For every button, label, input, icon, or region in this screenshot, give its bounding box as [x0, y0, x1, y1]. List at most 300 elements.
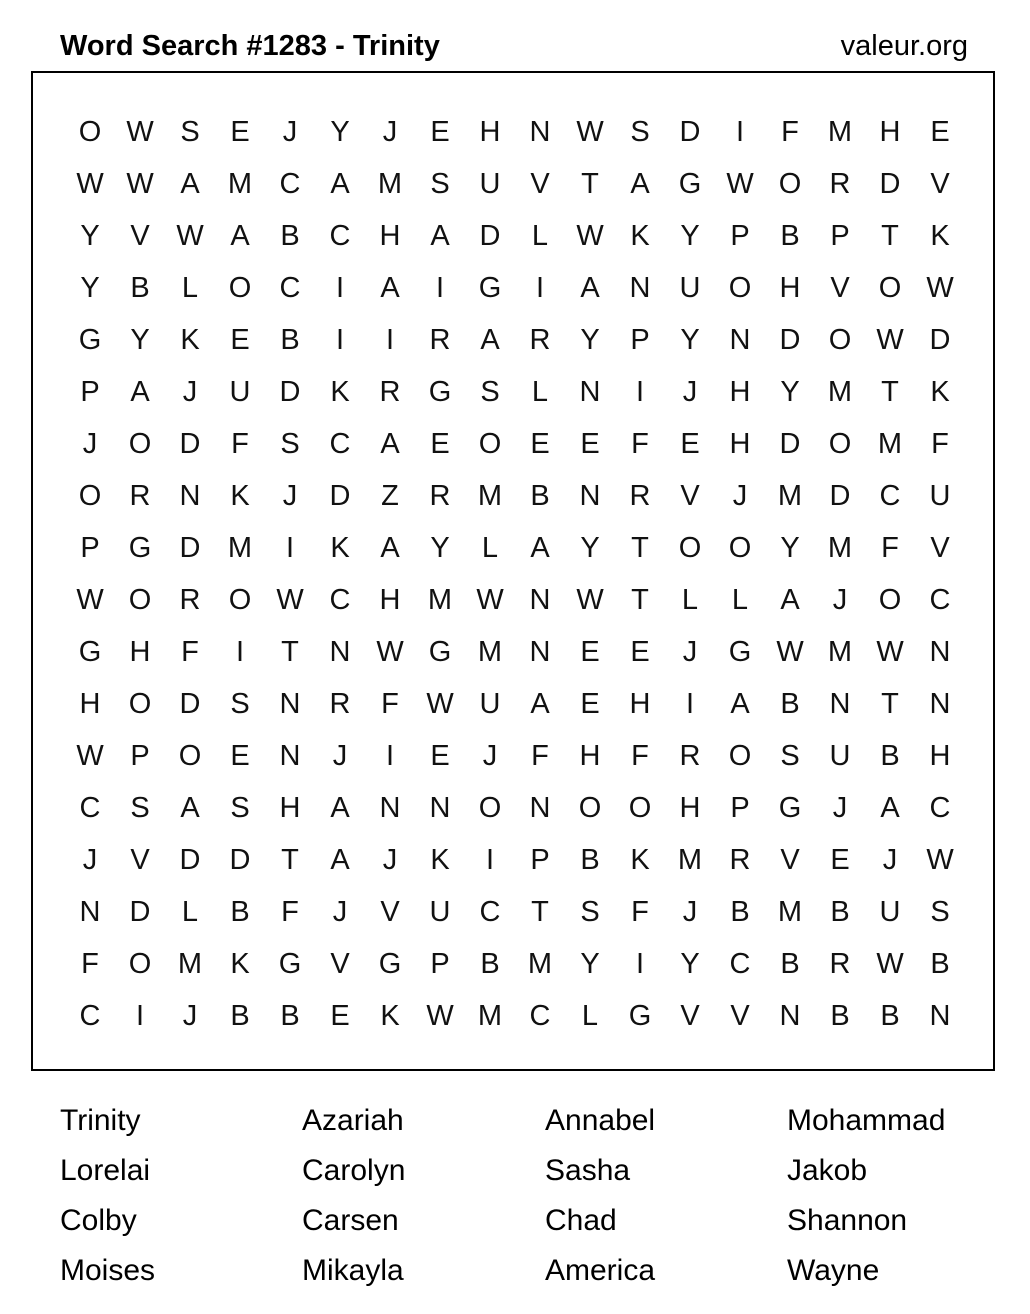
grid-cell: V	[930, 168, 950, 200]
grid-cell: U	[679, 272, 701, 304]
grid-cell: K	[230, 948, 250, 980]
grid-cell: N	[79, 896, 101, 928]
grid-cell: P	[130, 740, 150, 772]
grid-cell: G	[778, 792, 802, 824]
grid-cell: L	[531, 376, 549, 408]
grid-cell: G	[78, 636, 102, 668]
grid-cell: O	[128, 428, 152, 460]
grid-cell: O	[78, 116, 102, 148]
word-list-item: Shannon	[787, 1204, 908, 1237]
grid-cell: O	[478, 792, 502, 824]
grid-cell: F	[81, 948, 99, 980]
grid-cell: H	[79, 688, 101, 720]
grid-cell: M	[477, 636, 503, 668]
grid-cell: D	[179, 428, 201, 460]
grid-cell: R	[529, 324, 551, 356]
grid-cell: H	[379, 584, 401, 616]
grid-cell: Y	[680, 948, 700, 980]
grid-cell: N	[529, 636, 551, 668]
grid-cell: G	[78, 324, 102, 356]
grid-cell: G	[278, 948, 302, 980]
grid-cell: W	[926, 844, 954, 876]
grid-cell: V	[730, 1000, 750, 1032]
site-name: valeur.org	[840, 30, 968, 62]
grid-cell: T	[881, 376, 899, 408]
grid-cell: O	[228, 272, 252, 304]
grid-cell: K	[230, 480, 250, 512]
word-list-item: America	[545, 1254, 656, 1287]
grid-cell: A	[880, 792, 900, 824]
grid-cell: K	[930, 376, 950, 408]
grid-cell: O	[878, 584, 902, 616]
grid-cell: W	[76, 168, 104, 200]
grid-cell: B	[130, 272, 150, 304]
grid-cell: E	[930, 116, 950, 148]
grid-cell: G	[428, 636, 452, 668]
grid-cell: H	[879, 116, 901, 148]
grid-cell: R	[679, 740, 701, 772]
grid-cell: F	[631, 896, 649, 928]
word-list-item: Mikayla	[302, 1254, 404, 1287]
grid-cell: K	[380, 1000, 400, 1032]
grid-cell: E	[230, 740, 250, 772]
grid-cell: S	[230, 792, 250, 824]
grid-cell: W	[876, 948, 904, 980]
grid-cell: E	[630, 636, 650, 668]
grid-cell: R	[379, 376, 401, 408]
grid-cell: U	[479, 168, 501, 200]
grid-cell: R	[729, 844, 751, 876]
grid-cell: S	[430, 168, 450, 200]
grid-cell: M	[827, 636, 853, 668]
grid-cell: M	[227, 168, 253, 200]
grid-cell: K	[330, 376, 350, 408]
grid-cell: Y	[580, 948, 600, 980]
grid-cell: D	[829, 480, 851, 512]
grid-cell: F	[281, 896, 299, 928]
grid-cell: D	[329, 480, 351, 512]
grid-cell: N	[779, 1000, 801, 1032]
grid-cell: O	[478, 428, 502, 460]
grid-cell: V	[680, 480, 700, 512]
grid-cell: G	[378, 948, 402, 980]
grid-cell: W	[276, 584, 304, 616]
grid-cell: B	[280, 324, 300, 356]
grid-cell: S	[930, 896, 950, 928]
grid-cell: E	[430, 116, 450, 148]
grid-cell: N	[579, 480, 601, 512]
page-title: Word Search #1283 - Trinity	[60, 30, 440, 62]
grid-cell: D	[479, 220, 501, 252]
grid-cell: Y	[780, 376, 800, 408]
grid-cell: B	[830, 1000, 850, 1032]
grid-cell: P	[430, 948, 450, 980]
grid-cell: R	[429, 324, 451, 356]
grid-cell: D	[879, 168, 901, 200]
grid-cell: O	[828, 324, 852, 356]
grid-cell: D	[279, 376, 301, 408]
grid-cell: O	[728, 272, 752, 304]
grid-cell: H	[779, 272, 801, 304]
grid-cell: S	[480, 376, 500, 408]
grid-cell: S	[280, 428, 300, 460]
grid-cell: J	[182, 376, 198, 408]
grid-cell: T	[631, 532, 649, 564]
grid-cell: W	[726, 168, 754, 200]
word-list-item: Wayne	[787, 1254, 880, 1287]
grid-cell: O	[878, 272, 902, 304]
grid-cell: J	[682, 896, 698, 928]
grid-cell: P	[80, 376, 100, 408]
grid-cell: F	[181, 636, 199, 668]
word-list-item: Sasha	[545, 1154, 631, 1187]
grid-cell: B	[230, 896, 250, 928]
grid-cell: N	[179, 480, 201, 512]
grid-cell: N	[329, 636, 351, 668]
grid-cell: B	[780, 688, 800, 720]
grid-cell: A	[380, 532, 400, 564]
grid-cell: U	[829, 740, 851, 772]
grid-cell: U	[229, 376, 251, 408]
grid-cell: D	[179, 844, 201, 876]
grid-cell: V	[530, 168, 550, 200]
grid-cell: S	[180, 116, 200, 148]
grid-cell: C	[79, 792, 101, 824]
grid-cell: L	[531, 220, 549, 252]
grid-cell: B	[580, 844, 600, 876]
grid-cell: Y	[430, 532, 450, 564]
grid-cell: O	[578, 792, 602, 824]
grid-cell: D	[779, 324, 801, 356]
grid-cell: B	[280, 1000, 300, 1032]
grid-cell: T	[281, 844, 299, 876]
grid-cell: L	[731, 584, 749, 616]
grid-cell: J	[832, 584, 848, 616]
grid-cell: O	[728, 740, 752, 772]
grid-cell: O	[128, 688, 152, 720]
grid-cell: M	[777, 480, 803, 512]
grid-cell: E	[430, 740, 450, 772]
grid-cell: L	[481, 532, 499, 564]
grid-cell: J	[682, 636, 698, 668]
grid-cell: M	[377, 168, 403, 200]
grid-cell: N	[529, 116, 551, 148]
grid-cell: V	[830, 272, 850, 304]
grid-cell: E	[530, 428, 550, 460]
grid-cell: I	[485, 844, 495, 876]
grid-cell: T	[881, 220, 899, 252]
grid-cell: B	[780, 948, 800, 980]
grid-cell: J	[832, 792, 848, 824]
grid-cell: J	[732, 480, 748, 512]
grid-cell: D	[779, 428, 801, 460]
grid-cell: W	[126, 116, 154, 148]
word-list-item: Colby	[60, 1204, 137, 1237]
grid-cell: W	[876, 324, 904, 356]
grid-cell: O	[128, 584, 152, 616]
grid-cell: N	[629, 272, 651, 304]
grid-cell: B	[480, 948, 500, 980]
grid-cell: A	[380, 428, 400, 460]
grid-cell: Y	[80, 220, 100, 252]
grid-cell: K	[630, 220, 650, 252]
grid-cell: A	[380, 272, 400, 304]
grid-cell: H	[279, 792, 301, 824]
grid-cell: F	[381, 688, 399, 720]
grid-cell: E	[830, 844, 850, 876]
grid-cell: L	[581, 1000, 599, 1032]
grid-cell: E	[330, 1000, 350, 1032]
grid-cell: A	[230, 220, 250, 252]
grid-cell: A	[780, 584, 800, 616]
grid-cell: Y	[580, 324, 600, 356]
grid-cell: E	[680, 428, 700, 460]
grid-cell: A	[180, 792, 200, 824]
grid-cell: J	[82, 428, 98, 460]
grid-cell: P	[80, 532, 100, 564]
grid-cell: K	[630, 844, 650, 876]
grid-cell: A	[480, 324, 500, 356]
grid-cell: M	[427, 584, 453, 616]
grid-cell: F	[931, 428, 949, 460]
word-list-item: Carolyn	[302, 1154, 406, 1187]
grid-cell: S	[580, 896, 600, 928]
grid-cell: J	[332, 740, 348, 772]
grid-cell: U	[479, 688, 501, 720]
grid-cell: K	[430, 844, 450, 876]
grid-cell: G	[678, 168, 702, 200]
grid-cell: M	[677, 844, 703, 876]
grid-cell: V	[680, 1000, 700, 1032]
grid-cell: N	[729, 324, 751, 356]
word-list-item: Jakob	[787, 1154, 868, 1187]
grid-cell: W	[126, 168, 154, 200]
grid-cell: F	[231, 428, 249, 460]
grid-cell: C	[279, 272, 301, 304]
grid-cell: I	[285, 532, 295, 564]
grid-cell: W	[576, 116, 604, 148]
grid-cell: I	[135, 1000, 145, 1032]
word-list-item: Trinity	[60, 1104, 141, 1137]
grid-cell: G	[128, 532, 152, 564]
grid-cell: Y	[130, 324, 150, 356]
grid-cell: D	[679, 116, 701, 148]
grid-cell: T	[581, 168, 599, 200]
grid-cell: Y	[580, 532, 600, 564]
grid-cell: C	[929, 792, 951, 824]
grid-cell: R	[129, 480, 151, 512]
grid-cell: N	[929, 1000, 951, 1032]
grid-cell: M	[827, 376, 853, 408]
grid-cell: P	[730, 220, 750, 252]
grid-cell: N	[579, 376, 601, 408]
grid-cell: R	[329, 688, 351, 720]
grid-cell: F	[631, 740, 649, 772]
grid-cell: C	[329, 220, 351, 252]
grid-cell: G	[628, 1000, 652, 1032]
word-list-item: Lorelai	[60, 1154, 151, 1187]
grid-cell: A	[430, 220, 450, 252]
grid-cell: A	[730, 688, 750, 720]
grid-cell: M	[177, 948, 203, 980]
grid-cell: B	[830, 896, 850, 928]
grid-cell: E	[230, 324, 250, 356]
grid-cell: W	[776, 636, 804, 668]
grid-cell: C	[929, 584, 951, 616]
grid-cell: C	[529, 1000, 551, 1032]
grid-cell: P	[530, 844, 550, 876]
grid-cell: V	[330, 948, 350, 980]
grid-cell: Y	[680, 220, 700, 252]
grid-cell: A	[180, 168, 200, 200]
grid-cell: J	[82, 844, 98, 876]
grid-cell: C	[479, 896, 501, 928]
grid-cell: E	[430, 428, 450, 460]
grid-cell: O	[778, 168, 802, 200]
grid-cell: N	[379, 792, 401, 824]
word-list-item: Carsen	[302, 1204, 399, 1237]
grid-cell: V	[130, 220, 150, 252]
grid-cell: W	[576, 220, 604, 252]
grid-cell: O	[78, 480, 102, 512]
grid-cell: O	[128, 948, 152, 980]
grid-cell: C	[729, 948, 751, 980]
grid-cell: J	[882, 844, 898, 876]
grid-cell: B	[280, 220, 300, 252]
word-list-item: Chad	[545, 1204, 617, 1237]
grid-cell: W	[926, 272, 954, 304]
grid-cell: I	[385, 740, 395, 772]
grid-cell: W	[376, 636, 404, 668]
grid-cell: G	[728, 636, 752, 668]
grid-cell: M	[477, 1000, 503, 1032]
grid-cell: I	[335, 272, 345, 304]
grid-cell: J	[382, 844, 398, 876]
grid-cell: G	[428, 376, 452, 408]
grid-cell: L	[181, 272, 199, 304]
grid-cell: O	[828, 428, 852, 460]
grid-cell: Y	[780, 532, 800, 564]
grid-cell: C	[79, 1000, 101, 1032]
grid-cell: D	[129, 896, 151, 928]
grid-cell: R	[179, 584, 201, 616]
grid-cell: J	[382, 116, 398, 148]
grid-cell: I	[435, 272, 445, 304]
puzzle-board	[31, 71, 995, 1071]
grid-cell: A	[530, 688, 550, 720]
grid-cell: F	[531, 740, 549, 772]
grid-cell: B	[530, 480, 550, 512]
grid-cell: A	[330, 168, 350, 200]
grid-cell: W	[76, 584, 104, 616]
grid-cell: H	[729, 428, 751, 460]
grid-cell: V	[780, 844, 800, 876]
grid-cell: V	[930, 532, 950, 564]
grid-cell: J	[182, 1000, 198, 1032]
grid-cell: W	[876, 636, 904, 668]
grid-cell: R	[829, 948, 851, 980]
grid-cell: W	[76, 740, 104, 772]
grid-cell: J	[282, 116, 298, 148]
grid-cell: E	[580, 688, 600, 720]
grid-cell: N	[929, 688, 951, 720]
grid-cell: K	[930, 220, 950, 252]
grid-cell: Y	[680, 324, 700, 356]
grid-cell: N	[429, 792, 451, 824]
grid-cell: P	[630, 324, 650, 356]
grid-cell: N	[279, 688, 301, 720]
grid-cell: H	[679, 792, 701, 824]
grid-cell: E	[580, 428, 600, 460]
grid-cell: H	[729, 376, 751, 408]
grid-cell: E	[230, 116, 250, 148]
grid-cell: H	[129, 636, 151, 668]
grid-cell: Z	[381, 480, 399, 512]
grid-cell: B	[880, 740, 900, 772]
grid-cell: M	[227, 532, 253, 564]
grid-cell: P	[730, 792, 750, 824]
grid-cell: U	[929, 480, 951, 512]
grid-cell: M	[827, 116, 853, 148]
grid-cell: J	[482, 740, 498, 772]
grid-cell: I	[235, 636, 245, 668]
grid-cell: I	[635, 948, 645, 980]
grid-cell: T	[531, 896, 549, 928]
grid-cell: M	[827, 532, 853, 564]
grid-cell: D	[929, 324, 951, 356]
grid-cell: A	[130, 376, 150, 408]
grid-cell: R	[429, 480, 451, 512]
grid-cell: D	[229, 844, 251, 876]
word-list-item: Mohammad	[787, 1104, 946, 1137]
grid-cell: B	[930, 948, 950, 980]
grid-cell: A	[630, 168, 650, 200]
grid-cell: U	[429, 896, 451, 928]
grid-cell: W	[176, 220, 204, 252]
grid-cell: A	[530, 532, 550, 564]
letter-grid	[33, 73, 993, 1069]
grid-cell: K	[180, 324, 200, 356]
grid-cell: F	[881, 532, 899, 564]
grid-cell: M	[477, 480, 503, 512]
grid-cell: I	[385, 324, 395, 356]
grid-cell: W	[426, 1000, 454, 1032]
grid-cell: S	[780, 740, 800, 772]
grid-cell: O	[178, 740, 202, 772]
grid-cell: V	[380, 896, 400, 928]
grid-cell: M	[777, 896, 803, 928]
grid-cell: A	[330, 844, 350, 876]
grid-cell: W	[576, 584, 604, 616]
grid-cell: T	[881, 688, 899, 720]
grid-cell: J	[282, 480, 298, 512]
grid-cell: F	[781, 116, 799, 148]
grid-cell: I	[335, 324, 345, 356]
grid-cell: D	[179, 688, 201, 720]
grid-cell: O	[728, 532, 752, 564]
grid-cell: I	[635, 376, 645, 408]
grid-cell: D	[179, 532, 201, 564]
grid-cell: O	[228, 584, 252, 616]
grid-cell: Y	[80, 272, 100, 304]
grid-cell: I	[685, 688, 695, 720]
grid-cell: H	[479, 116, 501, 148]
grid-cell: A	[330, 792, 350, 824]
grid-cell: S	[230, 688, 250, 720]
grid-cell: B	[730, 896, 750, 928]
grid-cell: V	[130, 844, 150, 876]
grid-cell: J	[332, 896, 348, 928]
